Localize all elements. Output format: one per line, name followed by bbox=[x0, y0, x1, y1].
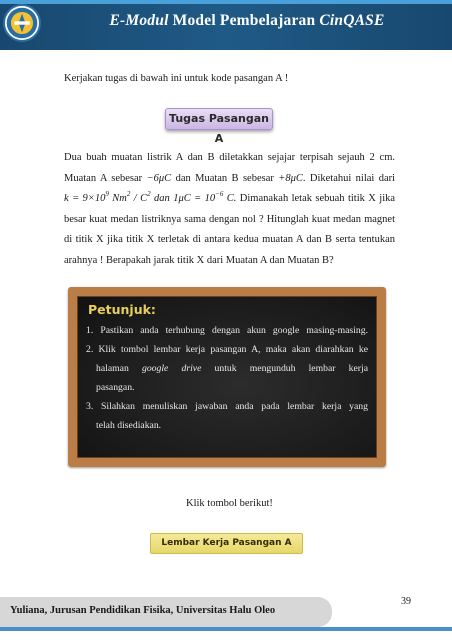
k-exponent: 9 bbox=[105, 190, 109, 198]
instruction-text: untuk mengunduh lembar kerja bbox=[214, 363, 369, 374]
title-emodul: E-Modul bbox=[109, 12, 169, 29]
mu-unit: C. bbox=[226, 193, 237, 204]
unit-exponent: 2 bbox=[126, 190, 131, 198]
title-cinqase: CinQASE bbox=[319, 12, 385, 29]
worksheet-pair-a-button[interactable]: Lembar Kerja Pasangan A bbox=[150, 533, 303, 554]
problem-line-3 bbox=[64, 189, 395, 210]
problem-line-2 bbox=[64, 169, 395, 190]
footer-accent-bar bbox=[0, 627, 452, 631]
instruction-2a: 2. Klik tombol lembar kerja pasangan A, maka akan diarahkan ke bbox=[86, 344, 368, 355]
k-unit-c: / C bbox=[130, 193, 148, 204]
mu-exponent: −6 bbox=[215, 190, 224, 198]
instruction-3b: telah disediakan. bbox=[96, 420, 162, 431]
instruction-text: halaman bbox=[96, 363, 129, 374]
constant-k bbox=[64, 190, 151, 204]
mu-base: 1μC = 10 bbox=[173, 193, 216, 204]
problem-text: Muatan A sebesar bbox=[64, 172, 143, 184]
k-base: k = 9×10 bbox=[64, 193, 106, 204]
charge-a: −6μC bbox=[146, 172, 172, 184]
dan-word: dan bbox=[154, 193, 170, 204]
problem-line-1: Dua buah muatan listrik A dan B diletakkan sejajar terpisah sejauh 2 cm. bbox=[64, 152, 395, 163]
footer-author: Yuliana, Jurusan Pendidikan Fisika, Universitas Halu Oleo bbox=[10, 605, 276, 616]
problem-line-5: di titik X jika titik X terletak di antara kedua muatan A dan B serta tentukan bbox=[64, 234, 395, 245]
instruction-3a: 3. Silahkan menuliskan jawaban anda pada lembar kerja yang bbox=[86, 401, 368, 412]
problem-line-6: arahnya ! Berapakah jarak titik X dari Muatan A dan Muatan B? bbox=[64, 254, 334, 266]
problem-text: dan Muatan B sebesar bbox=[175, 172, 274, 184]
title-middle: Model Pembelajaran bbox=[168, 12, 320, 29]
module-title bbox=[52, 12, 442, 30]
page-number: 39 bbox=[401, 596, 411, 607]
instructions-list bbox=[86, 321, 368, 435]
instruction-2b bbox=[86, 359, 368, 378]
problem-statement bbox=[64, 148, 395, 271]
unit-exponent: 2 bbox=[147, 190, 151, 198]
problem-text: Dimanakah letak sebuah titik X jika bbox=[239, 193, 396, 204]
intro-text: Kerjakan tugas di bawah ini untuk kode pasangan A ! bbox=[64, 73, 289, 84]
task-badge: Tugas Pasangan A bbox=[165, 108, 273, 130]
google-drive-text: google drive bbox=[141, 363, 202, 374]
k-unit: Nm bbox=[112, 193, 127, 204]
instructions-title: Petunjuk: bbox=[88, 302, 156, 317]
charge-b: +8μC bbox=[278, 172, 303, 184]
problem-text: . Diketahui nilai dari bbox=[302, 172, 396, 184]
header-accent-strip bbox=[0, 0, 452, 4]
instruction-2c: pasangan. bbox=[96, 382, 135, 393]
micro-coulomb bbox=[173, 190, 237, 204]
university-logo-icon bbox=[3, 4, 41, 42]
instruction-1: 1. Pastikan anda terhubung dengan akun google masing-masing. bbox=[86, 325, 368, 336]
problem-line-4: besar kuat medan listriknya sama dengan nol ? Hitunglah kuat medan magnet bbox=[64, 213, 395, 225]
click-prompt: Klik tombol berikut! bbox=[186, 498, 273, 509]
